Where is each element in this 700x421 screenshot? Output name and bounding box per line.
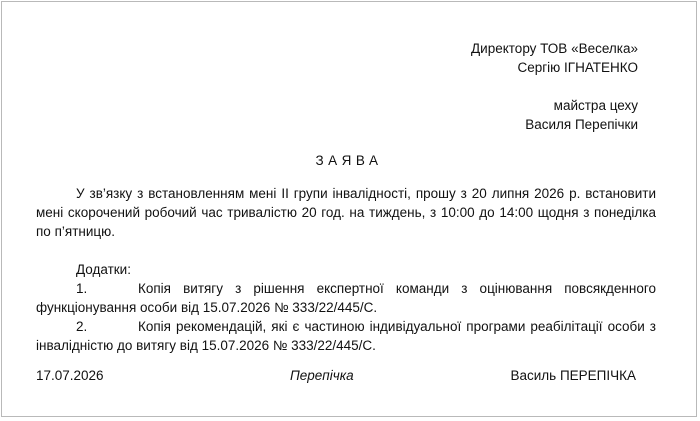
attachment-text: Копія витягу з рішення експертної команди з оцінювання повсякденного функціонування особи від 15.07.2026 № 333/22/445/С. [36,281,656,315]
attachments-heading: Додатки: [76,262,131,277]
addressee-sender-name: Василя Перепічки [525,117,638,132]
attachment-item-1 [36,279,656,317]
addressee-recipient-title: Директору ТОВ «Веселка» [471,41,638,56]
attachment-item-2 [36,317,656,355]
document-date: 17.07.2026 [36,368,104,383]
attachment-number: 2. [76,319,88,334]
signer-name: Василь ПЕРЕПІЧКА [510,368,636,383]
attachment-number: 1. [76,281,88,296]
request-paragraph: У зв’язку з встановленням мені ІІ групи інвалідності, прошу з 20 липня 2026 р. встановити мені скорочений робочий час тривалістю 20 год. на тиждень, з 10:00 до 14:00 щодня з понеділка по п’ятницю. [36,186,656,239]
addressee-sender-position: майстра цеху [553,98,638,113]
addressee-block [471,39,638,134]
addressee-recipient-name: Сергію ІГНАТЕНКО [517,60,638,75]
signature-footer [36,366,636,385]
document-page [1,1,697,417]
attachment-text: Копія рекомендацій, які є частиною індивідуальної програми реабілітації особи з інвалідністю до витягу від 15.07.2026 № 333/22/445/С. [36,319,656,353]
handwritten-signature: Перепічка [290,368,354,383]
document-title: ЗАЯВА [315,153,383,168]
document-body [36,184,656,355]
addressee-spacer [471,77,638,96]
